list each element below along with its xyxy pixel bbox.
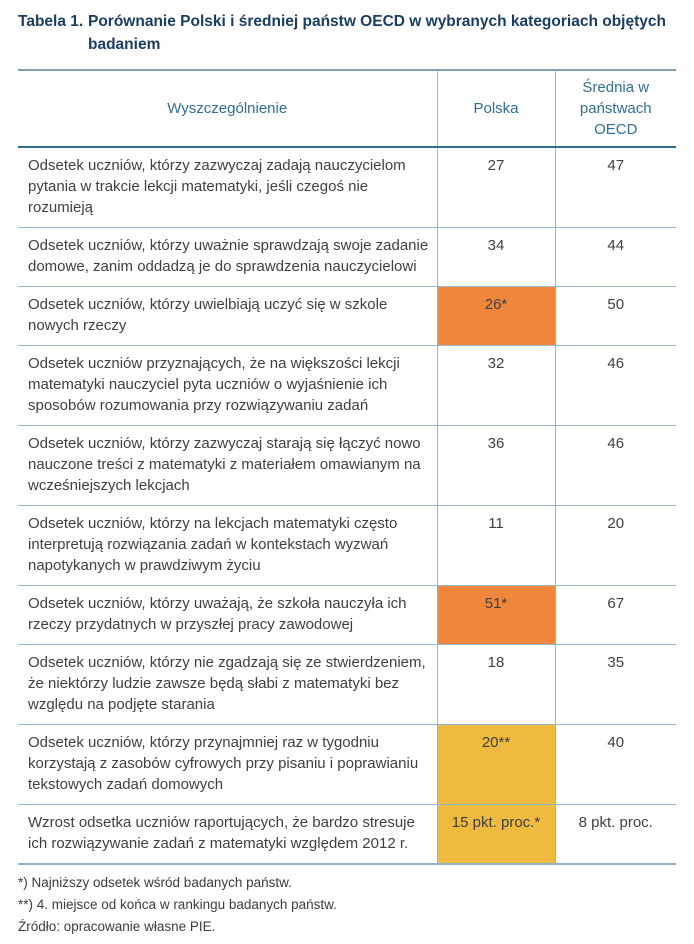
table-title-label: Tabela 1. xyxy=(18,13,84,30)
table-row xyxy=(18,506,676,586)
polska-value: 18 xyxy=(437,645,555,725)
oecd-value: 46 xyxy=(555,346,676,426)
oecd-value: 67 xyxy=(555,586,676,645)
row-label: Odsetek uczniów, którzy uważają, że szkoła nauczyła ich rzeczy przydatnych w przyszłej pracy zawodowej xyxy=(18,586,437,645)
oecd-value: 44 xyxy=(555,228,676,287)
column-header-oecd: Średnia w państwach OECD xyxy=(555,70,676,147)
oecd-value: 20 xyxy=(555,506,676,586)
row-label: Odsetek uczniów, którzy zazwyczaj zadają nauczycielom pytania w trakcie lekcji matematyki, jeśli czegoś nie rozumieją xyxy=(18,147,437,228)
polska-value-highlighted-yellow: 15 pkt. proc.* xyxy=(437,805,555,865)
row-label: Wzrost odsetka uczniów raportujących, że bardzo stresuje ich rozwiązywanie zadań z matematyki względem 2012 r. xyxy=(18,805,437,865)
polska-value: 36 xyxy=(437,426,555,506)
column-header-wyszczegolnienie: Wyszczególnienie xyxy=(18,70,437,147)
row-label: Odsetek uczniów przyznających, że na większości lekcji matematyki nauczyciel pyta uczniów o wyjaśnienie ich sposobów rozumowania przy rozwiązywaniu zadań xyxy=(18,346,437,426)
polska-value: 32 xyxy=(437,346,555,426)
row-label: Odsetek uczniów, którzy uwielbiają uczyć się w szkole nowych rzeczy xyxy=(18,287,437,346)
polska-value: 27 xyxy=(437,147,555,228)
row-label: Odsetek uczniów, którzy nie zgadzają się ze stwierdzeniem, że niektórzy ludzie zawsze będą słabi z matematyki bez względu na podjęte starania xyxy=(18,645,437,725)
row-label: Odsetek uczniów, którzy uważnie sprawdzają swoje zadanie domowe, zanim oddadzą je do sprawdzenia nauczycielowi xyxy=(18,228,437,287)
table-row xyxy=(18,346,676,426)
footnote-double-asterisk: **) 4. miejsce od końca w rankingu badanych państw. xyxy=(18,897,337,912)
oecd-value: 50 xyxy=(555,287,676,346)
oecd-value: 47 xyxy=(555,147,676,228)
oecd-value: 35 xyxy=(555,645,676,725)
table-row xyxy=(18,147,676,228)
table-row xyxy=(18,426,676,506)
table-row xyxy=(18,725,676,805)
table-row xyxy=(18,586,676,645)
table-row xyxy=(18,805,676,865)
oecd-value: 46 xyxy=(555,426,676,506)
footnotes xyxy=(18,872,676,938)
row-label: Odsetek uczniów, którzy zazwyczaj starają się łączyć nowo nauczone treści z matematyki z materiałem omawianym na wcześniejszych lekcjach xyxy=(18,426,437,506)
footnote-single-asterisk: *) Najniższy odsetek wśród badanych państw. xyxy=(18,875,292,890)
column-header-polska: Polska xyxy=(437,70,555,147)
polska-value-highlighted-orange: 51* xyxy=(437,586,555,645)
table-row xyxy=(18,287,676,346)
row-label: Odsetek uczniów, którzy przynajmniej raz w tygodniu korzystają z zasobów cyfrowych przy pisaniu i poprawianiu tekstowych zadań domowych xyxy=(18,725,437,805)
header-row xyxy=(18,70,676,147)
table-row xyxy=(18,228,676,287)
footnote-source: Źródło: opracowanie własne PIE. xyxy=(18,919,216,934)
polska-value-highlighted-orange: 26* xyxy=(437,287,555,346)
oecd-value: 40 xyxy=(555,725,676,805)
polska-value-highlighted-yellow: 20** xyxy=(437,725,555,805)
table-row xyxy=(18,645,676,725)
row-label: Odsetek uczniów, którzy na lekcjach matematyki często interpretują rozwiązania zadań w kontekstach wyzwań napotykanych w prawdziwym życiu xyxy=(18,506,437,586)
table-body xyxy=(18,147,676,864)
table-title-text: Porównanie Polski i średniej państw OECD w wybranych kategoriach objętych badaniem xyxy=(88,13,666,53)
polska-value: 34 xyxy=(437,228,555,287)
table-title xyxy=(18,10,676,56)
polska-value: 11 xyxy=(437,506,555,586)
oecd-value: 8 pkt. proc. xyxy=(555,805,676,865)
comparison-table xyxy=(18,69,676,865)
